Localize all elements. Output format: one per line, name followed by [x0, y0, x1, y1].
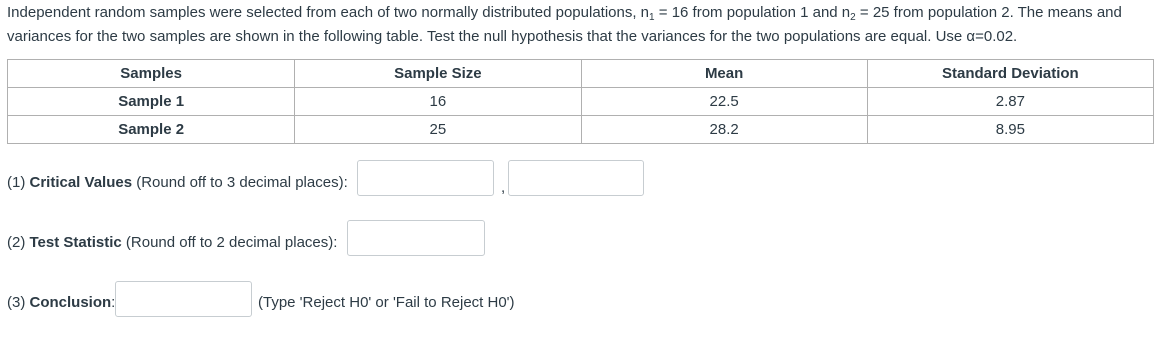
cell-standard-deviation: 8.95 — [867, 116, 1153, 144]
test-statistic-label — [7, 234, 337, 251]
header-samples: Samples — [8, 60, 295, 88]
part-title: Critical Values — [29, 174, 133, 191]
test-statistic-input[interactable] — [347, 220, 485, 256]
subscript-1: 1 — [649, 12, 655, 23]
row-label: Sample 1 — [8, 88, 295, 116]
question-text-part2: = 16 from population 1 and n — [654, 4, 851, 21]
table-header-row — [8, 60, 1154, 88]
row-label: Sample 2 — [8, 116, 295, 144]
cell-standard-deviation: 2.87 — [867, 88, 1153, 116]
critical-values-separator: , — [501, 179, 506, 196]
question-text-part1: Independent random samples were selected from each of two normally distributed populations, n — [7, 4, 650, 21]
conclusion-input[interactable] — [115, 281, 252, 317]
sample-table — [7, 59, 1154, 144]
table-row — [8, 88, 1154, 116]
question-text — [7, 1, 1167, 49]
table-row — [8, 116, 1154, 144]
header-sample-size: Sample Size — [295, 60, 581, 88]
conclusion-label — [7, 294, 115, 311]
part-title: Test Statistic — [29, 234, 122, 251]
cell-sample-size: 16 — [295, 88, 581, 116]
header-mean: Mean — [581, 60, 867, 88]
critical-value-upper-input[interactable] — [508, 160, 644, 196]
part-title: Conclusion — [29, 294, 112, 311]
cell-mean: 22.5 — [581, 88, 867, 116]
part-instructions: : — [111, 294, 116, 311]
subscript-2: 2 — [850, 12, 856, 23]
part-number: (3) — [7, 294, 30, 311]
cell-sample-size: 25 — [295, 116, 581, 144]
part-number: (1) — [7, 174, 30, 191]
conclusion-hint: (Type 'Reject H0' or 'Fail to Reject H0') — [258, 294, 515, 311]
header-standard-deviation: Standard Deviation — [867, 60, 1153, 88]
part-instructions: (Round off to 3 decimal places): — [132, 174, 348, 191]
part-number: (2) — [7, 234, 30, 251]
cell-mean: 28.2 — [581, 116, 867, 144]
part-instructions: (Round off to 2 decimal places): — [121, 234, 338, 251]
question-text-part3: = 25 from population 2. The means and variances for the two samples are shown in the following table. Test the null hypothesis that the variances for the two populations are equal. Use α=0.02. — [7, 4, 1122, 45]
critical-values-label — [7, 174, 348, 191]
critical-value-lower-input[interactable] — [357, 160, 494, 196]
